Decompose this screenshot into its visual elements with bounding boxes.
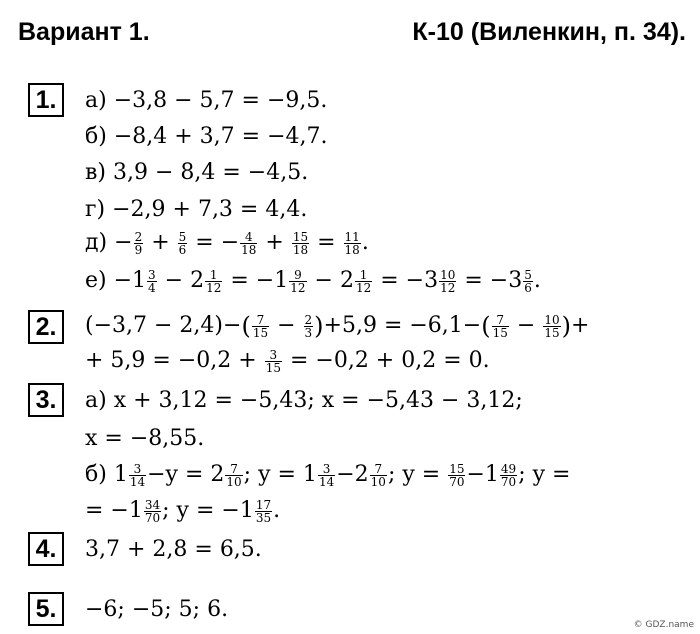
problem-2-line-2: + 5,9 = −0,2 + $\frac{3}{15}$ = −0,2 + 0,2 = 0.	[85, 347, 490, 375]
problem-number-3: 3.	[28, 383, 64, 417]
problem-1-line-a: а) −3,8 − 5,7 = −9,5.	[85, 88, 328, 113]
problem-1-line-v: в) 3,9 − 8,4 = −4,5.	[85, 160, 309, 185]
problem-5-line-1: −6; −5; 5; 6.	[85, 597, 229, 622]
problem-3-line-2: x = −8,55.	[85, 426, 205, 451]
problem-4-line-1: 3,7 + 2,8 = 6,5.	[85, 537, 262, 562]
problem-1-line-g: г) −2,9 + 7,3 = 4,4.	[85, 197, 308, 222]
problem-3-line-3: б) 1 $\frac{3}{14}$ −y = 2 $\frac{7}{10}$ ; y = 1 $\frac{3}{14}$ −2 $\frac{7}{10}$ ; y = $\frac{15}{70}$ −1 $\frac{49}{70}$ ; y =	[85, 461, 571, 489]
problem-number-1: 1.	[28, 83, 64, 117]
watermark: © GDZ.name	[633, 620, 694, 630]
problem-number-4: 4.	[28, 532, 64, 566]
problem-1-line-d: д) − $\frac{2}{9}$ + $\frac{5}{6}$ = − $\frac{4}{18}$ + $\frac{15}{18}$ = $\frac{11}{18}$ .	[85, 229, 369, 257]
problem-number-5: 5.	[28, 592, 64, 626]
variant-title: Вариант 1.	[18, 18, 150, 46]
problem-2-line-1: (−3,7 − 2,4)−( $\frac{7}{15}$ − $\frac{2}{3}$ )+5,9 = −6,1−( $\frac{7}{15}$ − $\frac{10}{15}$ )+	[85, 312, 590, 340]
problem-1-line-b: б) −8,4 + 3,7 = −4,7.	[85, 124, 328, 149]
problem-number-2: 2.	[28, 310, 64, 344]
test-title: К-10 (Виленкин, п. 34).	[412, 18, 686, 46]
problem-3-line-4: = −1 $\frac{34}{70}$ ; y = −1 $\frac{17}{35}$ .	[85, 497, 281, 525]
problem-1-line-e: е) −1 $\frac{3}{4}$ − 2 $\frac{1}{12}$ = −1 $\frac{9}{12}$ − 2 $\frac{1}{12}$ = −3 $\frac{10}{12}$ = −3 $\frac{5}{6}$ .	[85, 267, 541, 295]
problem-3-line-1: а) x + 3,12 = −5,43; x = −5,43 − 3,12;	[85, 388, 523, 413]
